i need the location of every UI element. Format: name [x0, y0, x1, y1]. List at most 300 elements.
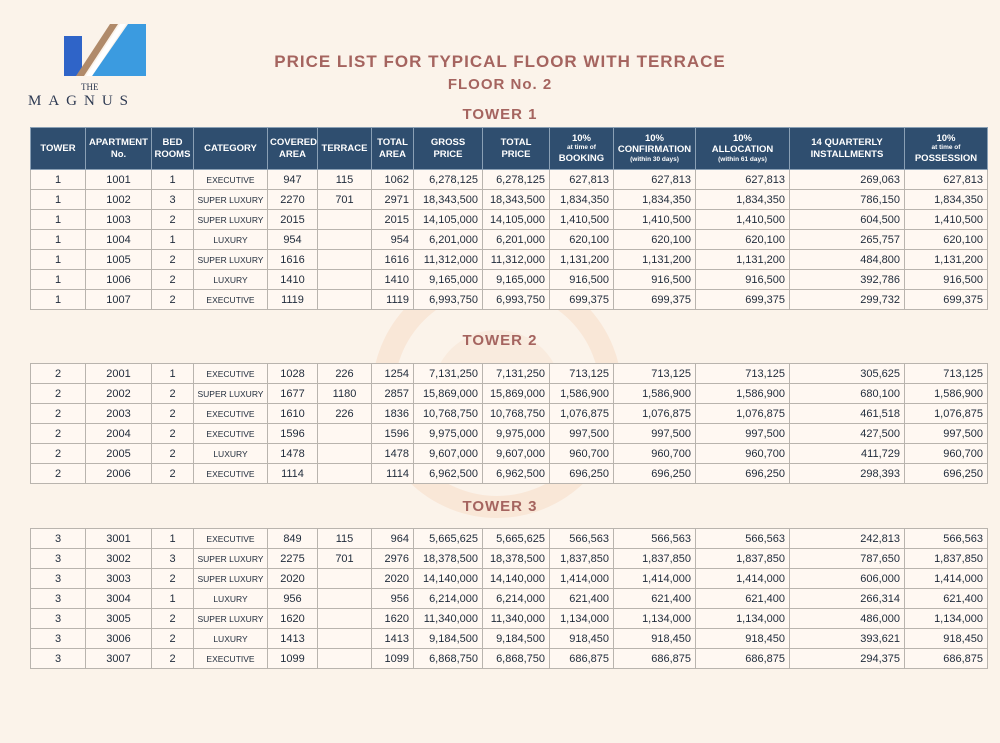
table-cell: 1,410,500: [905, 210, 988, 230]
header-text: TOTAL PRICE: [500, 136, 532, 160]
table-cell: SUPER LUXURY: [194, 569, 268, 589]
table-cell: 1,586,900: [905, 384, 988, 404]
table-cell: 1,131,200: [696, 250, 790, 270]
table-cell: 916,500: [905, 270, 988, 290]
table-cell: 701: [318, 190, 372, 210]
table-cell: 1005: [86, 250, 152, 270]
table-cell: SUPER LUXURY: [194, 250, 268, 270]
header-text: 10%: [644, 132, 664, 144]
header-text: TOTAL AREA: [377, 136, 408, 160]
table-cell: EXECUTIVE: [194, 404, 268, 424]
table-cell: 3: [31, 629, 86, 649]
table-cell: 2971: [372, 190, 414, 210]
table-cell: 1114: [372, 464, 414, 484]
logo-the: THE: [81, 82, 99, 92]
logo-name: MAGNUS: [28, 93, 136, 109]
table-cell: 713,125: [696, 364, 790, 384]
table-cell: 2006: [86, 464, 152, 484]
table-cell: EXECUTIVE: [194, 529, 268, 549]
table-cell: 11,312,000: [483, 250, 550, 270]
table-cell: 1: [31, 190, 86, 210]
table-cell: 2: [31, 404, 86, 424]
table-cell: 18,343,500: [414, 190, 483, 210]
table-cell: 2: [152, 424, 194, 444]
table-row: [31, 589, 988, 609]
table-cell: 14,105,000: [414, 210, 483, 230]
table-cell: 1413: [372, 629, 414, 649]
column-header: [905, 128, 988, 170]
table-cell: 1004: [86, 230, 152, 250]
table-cell: 701: [318, 549, 372, 569]
table-cell: 713,125: [550, 364, 614, 384]
table-cell: 1,076,875: [696, 404, 790, 424]
table-cell: 6,993,750: [483, 290, 550, 310]
table-cell: 786,150: [790, 190, 905, 210]
table-cell: 916,500: [550, 270, 614, 290]
table-cell: 699,375: [550, 290, 614, 310]
table-cell: LUXURY: [194, 270, 268, 290]
table-cell: 713,125: [905, 364, 988, 384]
table-cell: 1099: [268, 649, 318, 669]
table-cell: 696,250: [905, 464, 988, 484]
table-cell: 621,400: [696, 589, 790, 609]
table-cell: 2001: [86, 364, 152, 384]
table-cell: 1596: [372, 424, 414, 444]
table-cell: 6,214,000: [414, 589, 483, 609]
table-cell: 294,375: [790, 649, 905, 669]
table-cell: 1836: [372, 404, 414, 424]
table-cell: 6,868,750: [483, 649, 550, 669]
table-cell: 1254: [372, 364, 414, 384]
column-header: [152, 128, 194, 170]
table-cell: 3: [31, 589, 86, 609]
header-subtext: at time of: [931, 144, 961, 152]
table-cell: 9,184,500: [414, 629, 483, 649]
table-cell: 621,400: [905, 589, 988, 609]
table-cell: 15,869,000: [414, 384, 483, 404]
table-cell: 2: [152, 270, 194, 290]
table-row: [31, 190, 988, 210]
column-header: [614, 128, 696, 170]
table-cell: 1616: [268, 250, 318, 270]
table-cell: 3: [31, 609, 86, 629]
table-cell: 3001: [86, 529, 152, 549]
table-cell: 242,813: [790, 529, 905, 549]
table-cell: 3007: [86, 649, 152, 669]
table-cell: 947: [268, 170, 318, 190]
table-cell: 620,100: [905, 230, 988, 250]
table-cell: 997,500: [905, 424, 988, 444]
table-row: [31, 569, 988, 589]
column-header: [194, 128, 268, 170]
table-cell: 7,131,250: [414, 364, 483, 384]
column-header: [268, 128, 318, 170]
table-cell: LUXURY: [194, 629, 268, 649]
table-cell: 3002: [86, 549, 152, 569]
header-text: BOOKING: [558, 152, 605, 164]
table-cell: 269,063: [790, 170, 905, 190]
table-cell: 1: [31, 270, 86, 290]
table-cell: 1,414,000: [550, 569, 614, 589]
table-cell: 1: [31, 290, 86, 310]
table-cell: 1,076,875: [550, 404, 614, 424]
table-cell: 680,100: [790, 384, 905, 404]
table-cell: 997,500: [696, 424, 790, 444]
table-row: [31, 444, 988, 464]
table-cell: EXECUTIVE: [194, 649, 268, 669]
table-cell: 3005: [86, 609, 152, 629]
table-row: [31, 529, 988, 549]
table-cell: 566,563: [905, 529, 988, 549]
table-cell: 1,834,350: [614, 190, 696, 210]
tower-1-heading: TOWER 1: [462, 106, 538, 123]
table-cell: 1,837,850: [614, 549, 696, 569]
table-cell: 1028: [268, 364, 318, 384]
header-text: GROSS PRICE: [430, 136, 466, 160]
table-cell: 7,131,250: [483, 364, 550, 384]
table-cell: 3003: [86, 569, 152, 589]
table-row: [31, 270, 988, 290]
table-cell: 964: [372, 529, 414, 549]
table-cell: 18,343,500: [483, 190, 550, 210]
table-cell: 1,834,350: [696, 190, 790, 210]
table-cell: 1478: [268, 444, 318, 464]
table-cell: 1610: [268, 404, 318, 424]
column-header: [318, 128, 372, 170]
table-cell: 9,607,000: [414, 444, 483, 464]
table-cell: 2: [152, 609, 194, 629]
table-cell: 5,665,625: [483, 529, 550, 549]
table-cell: 1007: [86, 290, 152, 310]
table-cell: 2: [152, 404, 194, 424]
table-cell: LUXURY: [194, 444, 268, 464]
table-cell: EXECUTIVE: [194, 290, 268, 310]
table-cell: 1616: [372, 250, 414, 270]
table-cell: 393,621: [790, 629, 905, 649]
table-cell: 566,563: [614, 529, 696, 549]
table-cell: 2: [152, 444, 194, 464]
table-cell: 299,732: [790, 290, 905, 310]
table-cell: 6,868,750: [414, 649, 483, 669]
column-header: [31, 128, 86, 170]
column-header: [414, 128, 483, 170]
header-text: 10%: [571, 132, 591, 144]
table-cell: 1,834,350: [905, 190, 988, 210]
table-cell: 2: [152, 464, 194, 484]
table-cell: 620,100: [550, 230, 614, 250]
table-cell: 1,134,000: [905, 609, 988, 629]
table-cell: 1,586,900: [696, 384, 790, 404]
table-cell: 2020: [372, 569, 414, 589]
table-cell: 954: [372, 230, 414, 250]
table-cell: 427,500: [790, 424, 905, 444]
table-cell: 916,500: [614, 270, 696, 290]
table-cell: 1,414,000: [696, 569, 790, 589]
table-cell: 627,813: [696, 170, 790, 190]
table-cell: 305,625: [790, 364, 905, 384]
table-cell: 1: [31, 210, 86, 230]
tower-1-table: [30, 127, 988, 310]
table-cell: 9,975,000: [414, 424, 483, 444]
table-cell: 2004: [86, 424, 152, 444]
table-cell: [318, 230, 372, 250]
table-cell: 2015: [372, 210, 414, 230]
table-cell: 2005: [86, 444, 152, 464]
table-cell: 787,650: [790, 549, 905, 569]
table-cell: 1,131,200: [614, 250, 696, 270]
table-cell: 1,134,000: [696, 609, 790, 629]
logo-mark-icon: [58, 22, 148, 82]
table-cell: 9,975,000: [483, 424, 550, 444]
table-row: [31, 424, 988, 444]
table-cell: 411,729: [790, 444, 905, 464]
table-cell: 2: [152, 569, 194, 589]
table-row: [31, 364, 988, 384]
table-cell: 1620: [268, 609, 318, 629]
table-cell: 18,378,500: [483, 549, 550, 569]
table-cell: 9,165,000: [414, 270, 483, 290]
table-cell: 1,410,500: [550, 210, 614, 230]
header-text: ALLOCATION: [711, 144, 774, 156]
table-cell: 627,813: [905, 170, 988, 190]
table-cell: 11,340,000: [414, 609, 483, 629]
table-cell: 6,962,500: [414, 464, 483, 484]
table-cell: EXECUTIVE: [194, 464, 268, 484]
floor-label: FLOOR No. 2: [447, 76, 553, 93]
table-cell: 604,500: [790, 210, 905, 230]
table-cell: 115: [318, 170, 372, 190]
table-cell: 392,786: [790, 270, 905, 290]
table-cell: 6,201,000: [414, 230, 483, 250]
column-header: [790, 128, 905, 170]
table-cell: EXECUTIVE: [194, 170, 268, 190]
table-cell: SUPER LUXURY: [194, 190, 268, 210]
table-row: [31, 170, 988, 190]
table-cell: 566,563: [550, 529, 614, 549]
table-cell: 954: [268, 230, 318, 250]
table-cell: 265,757: [790, 230, 905, 250]
table-cell: 2270: [268, 190, 318, 210]
table-cell: 1,414,000: [614, 569, 696, 589]
table-cell: 1,837,850: [696, 549, 790, 569]
table-row: [31, 549, 988, 569]
table-cell: 2: [152, 384, 194, 404]
table-cell: 1,837,850: [550, 549, 614, 569]
table-cell: 699,375: [696, 290, 790, 310]
table-cell: [318, 609, 372, 629]
table-cell: [318, 629, 372, 649]
table-cell: 3: [152, 549, 194, 569]
table-cell: 1413: [268, 629, 318, 649]
table-cell: 2976: [372, 549, 414, 569]
table-row: [31, 230, 988, 250]
table-cell: 2857: [372, 384, 414, 404]
table-cell: 997,500: [614, 424, 696, 444]
table-cell: 6,201,000: [483, 230, 550, 250]
table-row: [31, 250, 988, 270]
header-text: CONFIRMATION: [617, 144, 692, 156]
table-cell: 3006: [86, 629, 152, 649]
table-cell: EXECUTIVE: [194, 424, 268, 444]
table-cell: 1,834,350: [550, 190, 614, 210]
table-cell: 1,837,850: [905, 549, 988, 569]
table-cell: SUPER LUXURY: [194, 384, 268, 404]
header-subtext: at time of: [567, 144, 596, 152]
table-cell: 1180: [318, 384, 372, 404]
table-cell: 2003: [86, 404, 152, 424]
table-cell: 14,140,000: [483, 569, 550, 589]
table-cell: 3: [31, 569, 86, 589]
table-cell: 918,450: [905, 629, 988, 649]
table-cell: 2: [152, 290, 194, 310]
table-cell: SUPER LUXURY: [194, 549, 268, 569]
table-cell: 1: [152, 589, 194, 609]
table-cell: 960,700: [614, 444, 696, 464]
brand-logo: [28, 22, 158, 114]
table-cell: 1,131,200: [905, 250, 988, 270]
table-cell: 1,134,000: [550, 609, 614, 629]
table-cell: 566,563: [696, 529, 790, 549]
table-cell: 1119: [268, 290, 318, 310]
table-cell: [318, 569, 372, 589]
table-cell: 9,165,000: [483, 270, 550, 290]
header-row: [31, 128, 988, 170]
table-cell: LUXURY: [194, 230, 268, 250]
tower-3-heading: TOWER 3: [462, 498, 538, 515]
header-text: POSSESSION: [914, 152, 978, 164]
table-cell: 1: [31, 250, 86, 270]
table-cell: 686,875: [905, 649, 988, 669]
table-cell: 115: [318, 529, 372, 549]
table-cell: 298,393: [790, 464, 905, 484]
table-cell: 960,700: [550, 444, 614, 464]
table-row: [31, 404, 988, 424]
page-title: PRICE LIST FOR TYPICAL FLOOR WITH TERRACE: [274, 52, 726, 71]
header-subtext: (within 30 days): [630, 156, 679, 164]
table-cell: 10,768,750: [483, 404, 550, 424]
table-cell: 14,105,000: [483, 210, 550, 230]
table-cell: [318, 210, 372, 230]
table-cell: 1: [152, 529, 194, 549]
table-cell: 3: [31, 529, 86, 549]
table-cell: 1099: [372, 649, 414, 669]
table-cell: EXECUTIVE: [194, 364, 268, 384]
table-cell: 1,414,000: [905, 569, 988, 589]
header-subtext: (within 61 days): [718, 156, 767, 164]
table-cell: 627,813: [614, 170, 696, 190]
table-cell: 6,278,125: [414, 170, 483, 190]
table-cell: 9,184,500: [483, 629, 550, 649]
table-cell: 1,076,875: [614, 404, 696, 424]
table-cell: 2: [31, 424, 86, 444]
table-cell: 696,250: [614, 464, 696, 484]
table-cell: [318, 444, 372, 464]
table-cell: 14,140,000: [414, 569, 483, 589]
header-text: APARTMENT No.: [89, 136, 148, 160]
table-cell: 1062: [372, 170, 414, 190]
table-cell: 1,410,500: [614, 210, 696, 230]
table-cell: 11,340,000: [483, 609, 550, 629]
table-cell: 3: [31, 649, 86, 669]
table-cell: 686,875: [614, 649, 696, 669]
table-cell: 1114: [268, 464, 318, 484]
table-cell: SUPER LUXURY: [194, 609, 268, 629]
table-row: [31, 609, 988, 629]
table-cell: 918,450: [550, 629, 614, 649]
table-cell: 699,375: [614, 290, 696, 310]
table-cell: 1596: [268, 424, 318, 444]
column-header: [550, 128, 614, 170]
table-cell: 621,400: [614, 589, 696, 609]
table-cell: 1,586,900: [614, 384, 696, 404]
table-cell: 1,131,200: [550, 250, 614, 270]
table-cell: 916,500: [696, 270, 790, 290]
table-cell: 1002: [86, 190, 152, 210]
table-cell: 2: [31, 364, 86, 384]
table-cell: [318, 424, 372, 444]
table-cell: 15,869,000: [483, 384, 550, 404]
table-cell: 960,700: [905, 444, 988, 464]
table-cell: 699,375: [905, 290, 988, 310]
table-cell: [318, 649, 372, 669]
table-cell: 606,000: [790, 569, 905, 589]
table-cell: 2: [152, 250, 194, 270]
table-cell: 713,125: [614, 364, 696, 384]
table-cell: 2: [152, 629, 194, 649]
table-cell: 620,100: [696, 230, 790, 250]
table-cell: 226: [318, 364, 372, 384]
table-cell: 2: [31, 444, 86, 464]
table-cell: 10,768,750: [414, 404, 483, 424]
table-cell: 1677: [268, 384, 318, 404]
header-text: 10%: [732, 132, 752, 144]
table-cell: 6,214,000: [483, 589, 550, 609]
table-cell: 1478: [372, 444, 414, 464]
table-cell: 18,378,500: [414, 549, 483, 569]
table-cell: 3004: [86, 589, 152, 609]
header-text: BED ROOMS: [154, 136, 191, 160]
table-row: [31, 649, 988, 669]
table-cell: 918,450: [696, 629, 790, 649]
table-cell: 2275: [268, 549, 318, 569]
table-cell: 620,100: [614, 230, 696, 250]
table-cell: 266,314: [790, 589, 905, 609]
table-cell: 3: [152, 190, 194, 210]
table-cell: [318, 290, 372, 310]
table-cell: 2: [152, 649, 194, 669]
table-row: [31, 629, 988, 649]
table-cell: 1410: [372, 270, 414, 290]
table-cell: 918,450: [614, 629, 696, 649]
column-header: [372, 128, 414, 170]
table-cell: 686,875: [696, 649, 790, 669]
table-cell: LUXURY: [194, 589, 268, 609]
table-cell: [318, 464, 372, 484]
table-cell: 1,134,000: [614, 609, 696, 629]
table-cell: 486,000: [790, 609, 905, 629]
header-text: 10%: [936, 132, 956, 144]
table-cell: 960,700: [696, 444, 790, 464]
table-cell: 226: [318, 404, 372, 424]
table-cell: 484,800: [790, 250, 905, 270]
table-cell: 1: [31, 230, 86, 250]
table-cell: 956: [372, 589, 414, 609]
table-cell: 1: [31, 170, 86, 190]
table-cell: 1: [152, 170, 194, 190]
table-cell: 1003: [86, 210, 152, 230]
header-text: CATEGORY: [204, 142, 257, 154]
table-cell: 997,500: [550, 424, 614, 444]
